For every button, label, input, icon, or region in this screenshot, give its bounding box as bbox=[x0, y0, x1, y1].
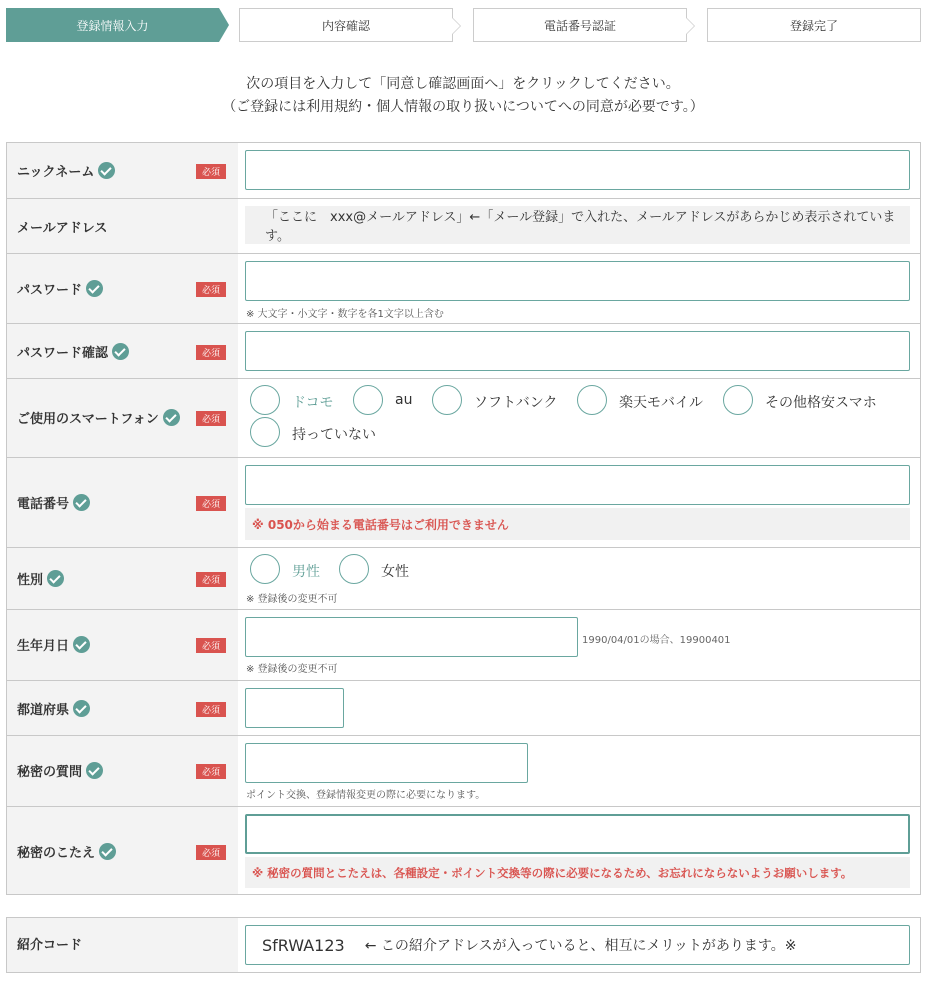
step-arrow bbox=[219, 8, 229, 42]
check-icon bbox=[98, 162, 115, 179]
step-label: 電話番号認証 bbox=[543, 18, 616, 33]
secret-answer-input[interactable] bbox=[245, 814, 910, 854]
field-label: 性別 bbox=[17, 569, 64, 588]
row-nickname bbox=[7, 143, 920, 198]
required-badge: 必須 bbox=[196, 572, 226, 587]
check-icon bbox=[112, 343, 129, 360]
radio-label: au bbox=[395, 392, 413, 408]
row-gender bbox=[7, 547, 920, 609]
radio-softbank[interactable] bbox=[432, 385, 462, 415]
radio-label: 持っていない bbox=[292, 427, 376, 443]
phone-input[interactable] bbox=[245, 465, 910, 505]
label-cell bbox=[7, 736, 238, 806]
row-smartphone bbox=[7, 378, 920, 457]
required-badge: 必須 bbox=[196, 345, 226, 360]
secret-question-select[interactable] bbox=[245, 743, 528, 783]
label-cell bbox=[7, 324, 238, 378]
field-label: 都道府県 bbox=[17, 699, 90, 718]
registration-form bbox=[6, 142, 921, 895]
field-label: ご使用のスマートフォン bbox=[17, 408, 180, 427]
label-cell bbox=[7, 254, 238, 323]
referral-code-input[interactable] bbox=[245, 925, 910, 965]
step-label: 内容確認 bbox=[321, 18, 370, 33]
label-cell bbox=[7, 681, 238, 735]
required-badge: 必須 bbox=[196, 282, 226, 297]
radio-label: ソフトバンク bbox=[474, 395, 558, 411]
radio-male[interactable] bbox=[250, 554, 280, 584]
required-badge: 必須 bbox=[196, 638, 226, 653]
check-icon bbox=[47, 570, 64, 587]
password-note: ※ 大文字・小文字・数字を各1文字以上含む bbox=[246, 309, 444, 320]
birthdate-note: ※ 登録後の変更不可 bbox=[246, 664, 338, 675]
label-cell bbox=[7, 807, 238, 894]
field-label: 紹介コード bbox=[17, 938, 83, 953]
check-icon bbox=[86, 280, 103, 297]
prefecture-select[interactable] bbox=[245, 688, 344, 728]
required-badge: 必須 bbox=[196, 764, 226, 779]
row-secret-answer bbox=[7, 806, 920, 894]
referral-note: ← この紹介アドレスが入っていると、相互にメリットがあります。※ bbox=[364, 938, 797, 954]
step-content-confirm bbox=[239, 8, 453, 42]
check-icon bbox=[163, 409, 180, 426]
check-icon bbox=[73, 636, 90, 653]
secret-question-note: ポイント交換、登録情報変更の際に必要になります。 bbox=[246, 790, 486, 801]
instruction-note: （ご登録には利用規約・個人情報の取り扱いについてへの同意が必要です。） bbox=[222, 99, 704, 115]
check-icon bbox=[99, 843, 116, 860]
field-label: ニックネーム bbox=[17, 161, 115, 180]
label-cell bbox=[7, 458, 238, 547]
field-label: メールアドレス bbox=[17, 221, 108, 236]
instruction-line: 次の項目を入力して「同意し確認画面へ」をクリックしてください。 bbox=[246, 76, 680, 92]
row-secret-question bbox=[7, 735, 920, 806]
radio-label: ドコモ bbox=[292, 395, 334, 411]
label-cell bbox=[7, 379, 238, 457]
row-prefecture bbox=[7, 680, 920, 735]
referral-section bbox=[6, 917, 921, 973]
row-email bbox=[7, 198, 920, 253]
field-label: 生年月日 bbox=[17, 635, 90, 654]
radio-none[interactable] bbox=[250, 417, 280, 447]
step-label: 登録完了 bbox=[789, 18, 838, 33]
row-password-confirm bbox=[7, 323, 920, 378]
step-phone-verify bbox=[473, 8, 687, 42]
check-icon bbox=[86, 762, 103, 779]
radio-other[interactable] bbox=[723, 385, 753, 415]
instructions bbox=[0, 73, 926, 119]
birthdate-input[interactable] bbox=[245, 617, 578, 657]
step-registration-input bbox=[6, 8, 219, 42]
required-badge: 必須 bbox=[196, 845, 226, 860]
field-label: パスワード確認 bbox=[17, 342, 129, 361]
secret-answer-warning: ※ 秘密の質問とこたえは、各種設定・ポイント交換等の際に必要になるため、お忘れにならないようお願いします。 bbox=[245, 857, 910, 888]
label-cell bbox=[7, 199, 238, 253]
label-cell bbox=[7, 610, 238, 680]
progress-steps bbox=[6, 8, 921, 42]
check-icon bbox=[73, 700, 90, 717]
radio-female[interactable] bbox=[339, 554, 369, 584]
field-label: 秘密のこたえ bbox=[17, 842, 116, 861]
step-complete bbox=[707, 8, 921, 42]
password-input[interactable] bbox=[245, 261, 910, 301]
label-cell bbox=[7, 143, 238, 198]
row-phone bbox=[7, 457, 920, 547]
nickname-input[interactable] bbox=[245, 150, 910, 190]
radio-label: その他格安スマホ bbox=[765, 395, 877, 411]
radio-label: 楽天モバイル bbox=[619, 395, 703, 411]
radio-rakuten[interactable] bbox=[577, 385, 607, 415]
row-birthdate bbox=[7, 609, 920, 680]
label-cell bbox=[7, 548, 238, 609]
step-label: 登録情報入力 bbox=[76, 18, 149, 33]
required-badge: 必須 bbox=[196, 496, 226, 511]
phone-warning: ※ 050から始まる電話番号はご利用できません bbox=[245, 508, 910, 540]
required-badge: 必須 bbox=[196, 411, 226, 426]
check-icon bbox=[73, 494, 90, 511]
password-confirm-input[interactable] bbox=[245, 331, 910, 371]
radio-label: 女性 bbox=[381, 564, 409, 580]
required-badge: 必須 bbox=[196, 702, 226, 717]
birthdate-hint: 1990/04/01の場合、19900401 bbox=[582, 635, 731, 646]
radio-docomo[interactable] bbox=[250, 385, 280, 415]
row-password bbox=[7, 253, 920, 323]
field-label: 秘密の質問 bbox=[17, 761, 103, 780]
email-display: 「ここに xxx@メールアドレス」←「メール登録」で入れた、メールアドレスがあらかじめ表示されています。 bbox=[245, 206, 910, 244]
gender-note: ※ 登録後の変更不可 bbox=[246, 594, 338, 605]
required-badge: 必須 bbox=[196, 164, 226, 179]
field-label: パスワード bbox=[17, 279, 103, 298]
radio-au[interactable] bbox=[353, 385, 383, 415]
label-cell bbox=[7, 918, 238, 972]
referral-code-value: SfRWA123 bbox=[262, 935, 345, 955]
field-label: 電話番号 bbox=[17, 493, 90, 512]
radio-label: 男性 bbox=[292, 564, 320, 580]
